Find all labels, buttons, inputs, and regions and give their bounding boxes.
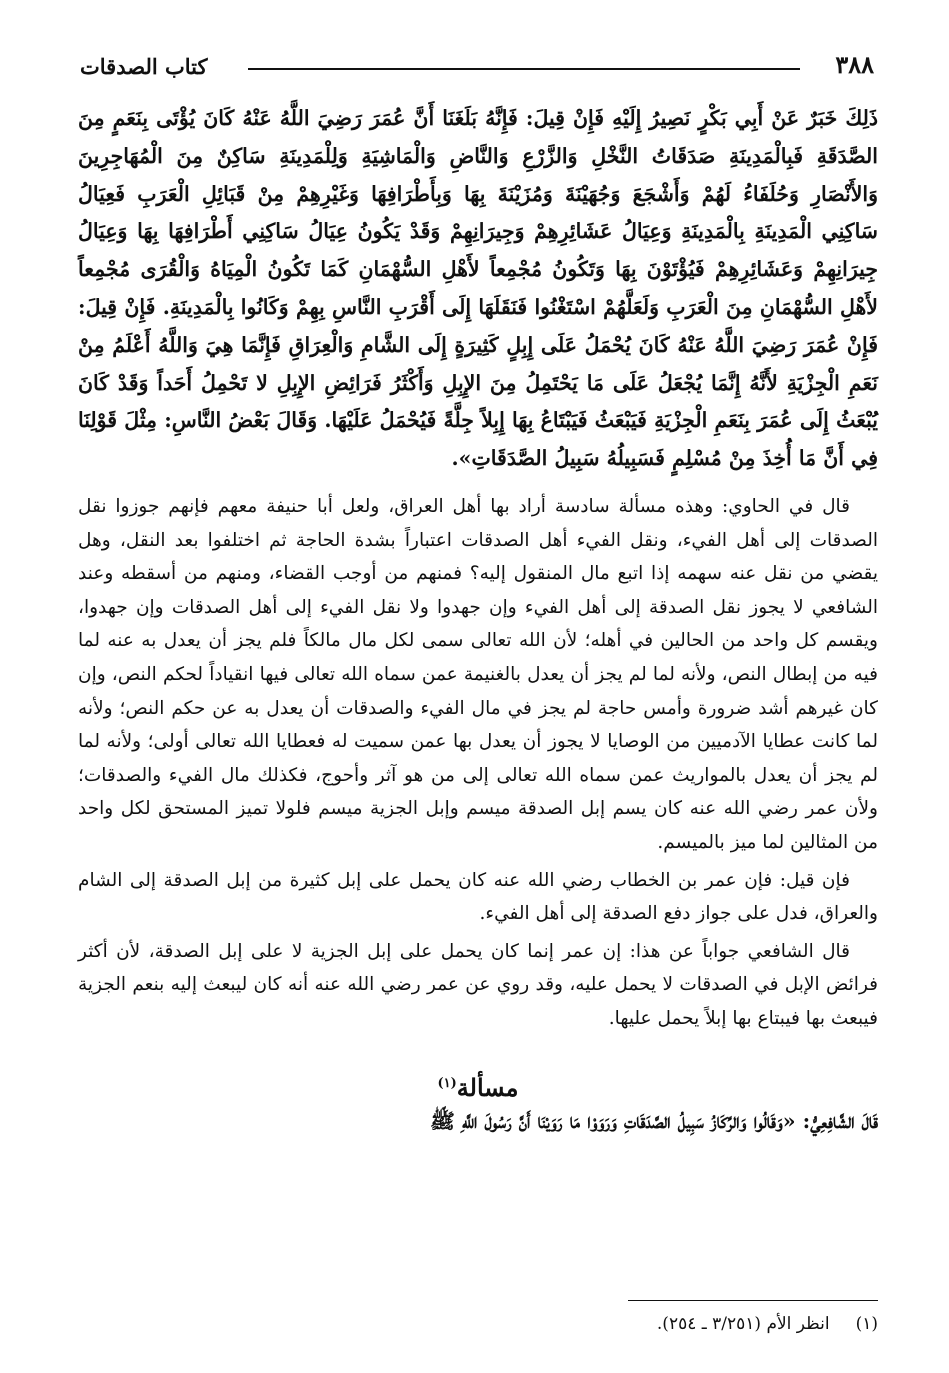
quoted-opening-line: قَالَ الشَّافِعِيُّ: «وَقَالُوا وَالرِّكَازُ سَبِيلُ الصَّدَقَاتِ وَرَوَوْا مَا رَوَيْنَا أَنَّ رَسُولَ اللَّهِ ﷺ bbox=[430, 1109, 878, 1134]
page-header bbox=[78, 46, 878, 86]
footnote bbox=[78, 1310, 878, 1338]
header-rule bbox=[248, 68, 800, 70]
quoted-text-block: ذَلِكَ خَبَرٌ عَنْ أَبِي بَكْرٍ نَصِيرُ إِلَيْهِ فَإِنْ قِيلَ: فَإِنَّهُ بَلَغَنَا أَنَّ عُمَرَ رَضِيَ اللَّهُ عَنْهُ كَانَ يُؤْتَى بِنَعَمٍ مِنَ الصَّدَقَةِ فَبِالْمَدِينَةِ صَدَقَاتُ النَّخْلِ وَالزَّرْعِ وَالنَّاضِ وَالْمَاشِيَةِ وَلِلْمَدِينَةِ سَاكِنٌ مِنَ الْمُهَاجِرِينَ وَالأَنْصَارِ وَحُلَفَاءُ لَهُمْ وَأَشْجَعَ وَجُهَيْنَةَ وَمُزَيْنَةَ بِهَا وَبِأَطْرَافِهَا وَغَيْرِهِمْ مِنْ قَبَائِلِ الْعَرَبِ فَعِيَالُ سَاكِنِي الْمَدِينَةِ بِالْمَدِينَةِ وَعِيَالُ عَشَائِرِهِمْ وَجِيرَانِهِمْ وَقَدْ يَكُونُ عِيَالُ سَاكِنِي أَطْرَافِهَا بِهَا وَعِيَالُ جِيرَانِهِمْ وَعَشَائِرِهِمْ فَيُؤْتَوْنَ بِهَا وَتَكُونُ مُجْمِعاً لأَهْلِ السُّهْمَانِ كَمَا تَكُونُ الْمِيَاهُ وَالْقُرَى مُجْمِعاً لأَهْلِ السُّهْمَانِ مِنَ الْعَرَبِ وَلَعَلَّهُمْ اسْتَغْنُوا فَنَقَلَهَا إِلَى أَقْرَبِ النَّاسِ بِهِمْ وَكَانُوا بِالْمَدِينَةِ. فَإِنْ قِيلَ: فَإِنْ عُمَرَ رَضِيَ اللَّهُ عَنْهُ كَانَ يُحْمَلُ عَلَى إِبِلٍ كَثِيرَةٍ إِلَى الشَّامِ وَالْعِرَاقِ فَإِنَّمَا هِيَ وَاللَّهُ أَعْلَمُ مِنْ نَعَمِ الْجِزْيَةِ لأَنَّهُ إِنَّمَا يُجْعَلُ عَلَى مَا يَحْتَمِلُ مِنَ الإِبِلِ وَأَكْثَرُ فَرَائِضِ الإِبِلِ لا تَحْمِلُ أَحَداً وَقَدْ كَانَ يُبْعَثُ إِلَى عُمَرَ بِنَعَمِ الْجِزْيَةِ فَيَبْعَثُ فَيَبْتَاعُ بِهَا إِبِلاً جِلَّةً فَيُحْمَلُ عَلَيْهَا. وَقَالَ بَعْضُ النَّاسِ: مِثْلَ قَوْلِنَا فِي أَنَّ مَا أُخِذَ مِنْ مُسْلِمٍ فَسَبِيلُهُ سَبِيلُ الصَّدَقَاتِ». bbox=[78, 106, 878, 471]
commentary-paragraph-3: قال الشافعي جواباً عن هذا: إن عمر إنما كان يحمل على إبل الجزية لا على إبل الصدقة، لأن أكثر فرائض الإبل في الصدقات لا يحمل عليه، وقد روي عن عمر رضي الله عنه أنه كان ليبعث إليه بنعم الجزية فيبعث بها فيبتاع بها إبلاً يحمل عليها. bbox=[78, 940, 878, 1029]
footnote-reference: (١) bbox=[437, 1076, 457, 1092]
footnote-number: (١) bbox=[855, 1314, 878, 1334]
section-heading bbox=[78, 1065, 878, 1103]
section-heading-text: مسألة bbox=[456, 1073, 519, 1103]
page-number: ٣٨٨ bbox=[835, 50, 874, 79]
footnote-text: انظر الأم (٣/٢٥١ ـ ٢٥٤). bbox=[656, 1314, 830, 1334]
footnote-rule bbox=[628, 1300, 878, 1301]
book-page bbox=[78, 46, 878, 1346]
commentary-paragraph-1: قال في الحاوي: وهذه مسألة سادسة أراد بها أهل العراق، ولعل أبا حنيفة معهم فإنهم جوزوا نقل الصدقات إلى أهل الفيء، ونقل الفيء أهل الصدقات اعتباراً بشدة الحاجة ثم اختلفوا بعد النقل، وهل يقضي من نقل عنه سهمه إذا اتبع مال المنقول إليه؟ فمنهم من أوجب القضاء، ومنهم من أسقطه وعند الشافعي لا يجوز نقل الصدقة إلى أهل الفيء وإن جهدوا ولا نقل الفيء إلى أهل الصدقات وإن جهدوا، ويقسم كل واحد من الحالين في أهله؛ لأن الله تعالى سمى لكل مال مالكاً فلم يجز أن يعدل به عنه لما فيه من إبطال النص، ولأنه لما لم يجز أن يعدل بالغنيمة عمن سماه الله تعالى فيها انقياداً لحكم النص، وإن كان غيرهم أشد ضرورة وأمس حاجة لم يجز في مال الفيء والصدقات أن يعدل به عن حكم النص؛ ولأنه لما كانت عطايا الآدميين من الوصايا لا يجوز أن يعدل بها عمن سميت له فعطايا الله تعالى أولى؛ ولأنه لما لم يجز أن يعدل بالمواريث عمن سماه الله تعالى إلى من هو آثر وأحوج، فكذلك مال الفيء والصدقات؛ ولأن عمر رضي الله عنه كان يسم إبل الصدقة ميسم وإبل الجزية ميسم فلولا تميز المستحق لكل واحد من المثالين لما ميز بالميسم. bbox=[78, 495, 878, 853]
book-title: كتاب الصدقات bbox=[80, 54, 208, 79]
commentary-paragraph-2: فإن قيل: فإن عمر بن الخطاب رضي الله عنه كان يحمل على إبل كثيرة من إبل الصدقة إلى الشام والعراق، فدل على جواز دفع الصدقة إلى أهل الفيء. bbox=[78, 869, 878, 925]
